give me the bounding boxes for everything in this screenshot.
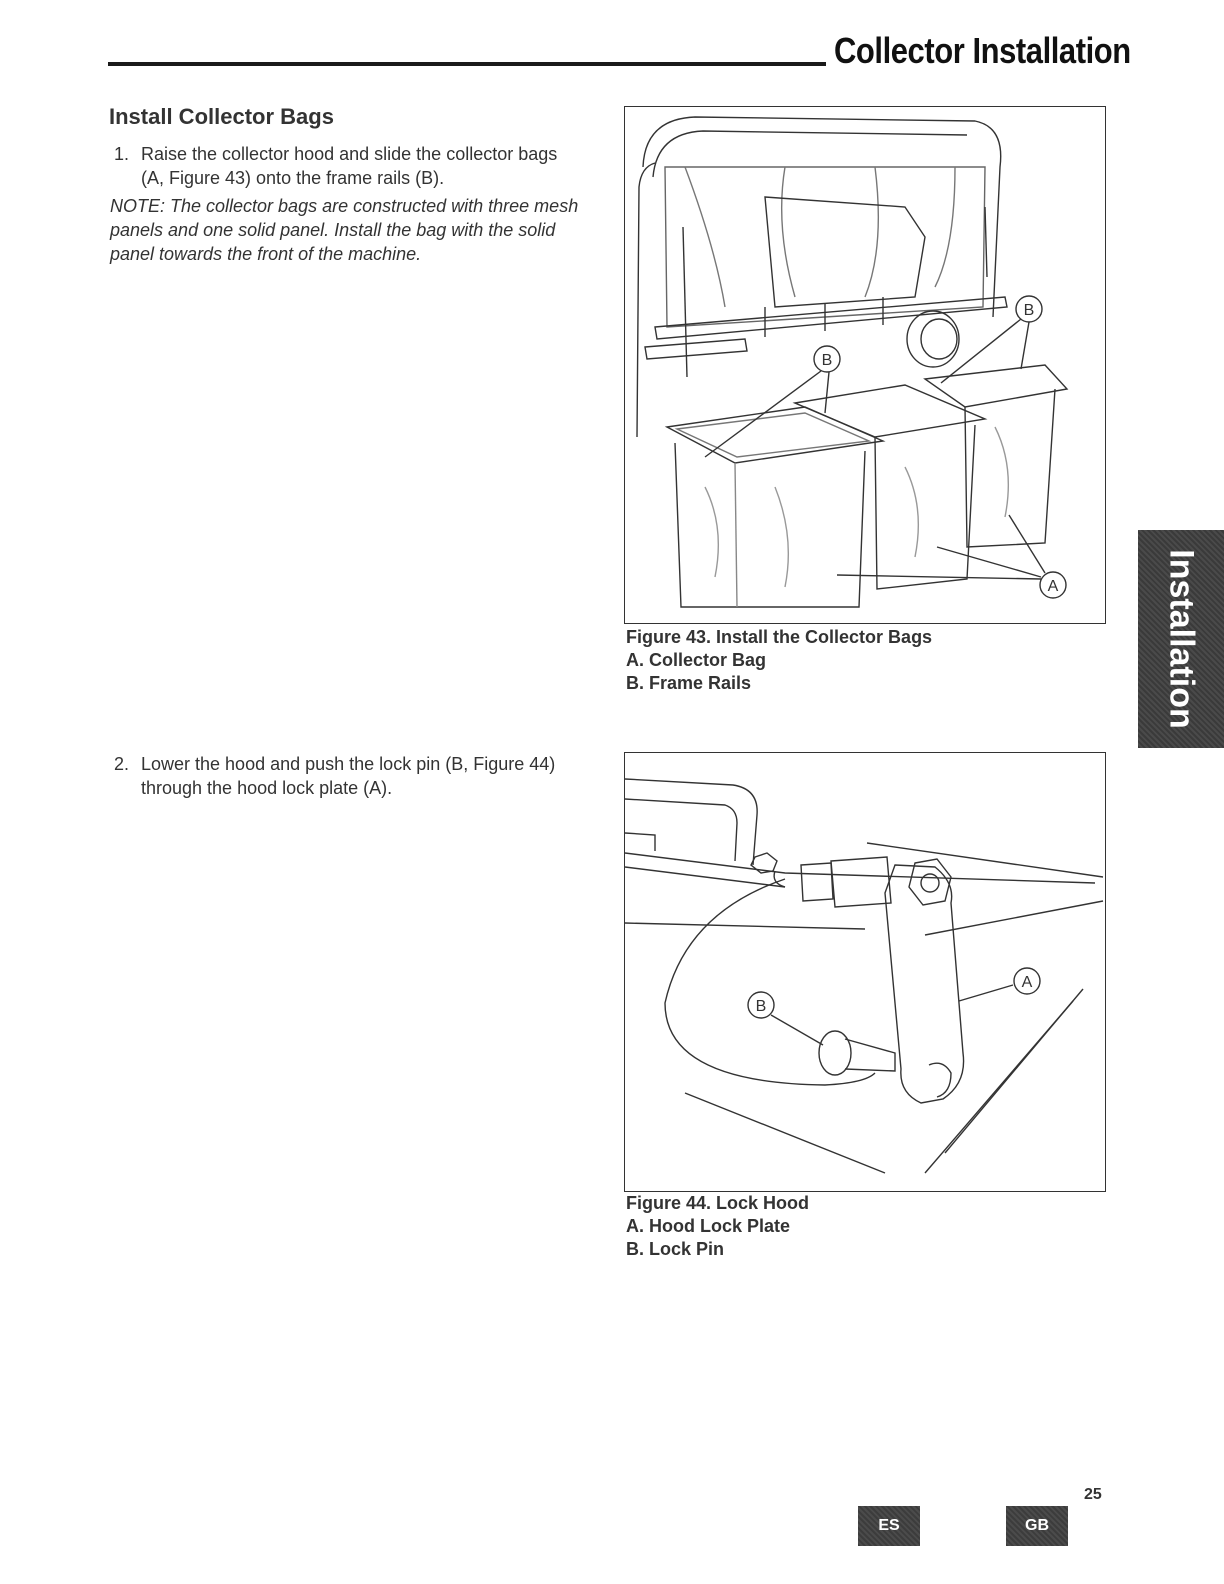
language-badge-es: ES [858, 1506, 920, 1546]
installation-side-tab [1138, 530, 1224, 748]
figure-44-caption [626, 1192, 809, 1261]
side-tab-label: Installation [1162, 549, 1201, 729]
callout-label: B [1023, 302, 1035, 319]
caption-title: Figure 44. Lock Hood [626, 1193, 810, 1213]
callout-label: B [755, 998, 767, 1015]
callout-label: B [821, 352, 833, 369]
step-text: Raise the collector hood and slide the collector bags (A, Figure 43) onto the frame rails (B). [141, 144, 558, 188]
step-number: 2. [114, 754, 130, 774]
caption-title: Figure 43. Install the Collector Bags [626, 627, 933, 647]
figure-43-illustration [624, 106, 1106, 624]
header-rule [108, 62, 826, 66]
page-title: Collector Installation [834, 30, 1131, 71]
step-text: Lower the hood and push the lock pin (B, Figure 44) through the hood lock plate (A). [141, 754, 556, 798]
step-1 [114, 142, 584, 190]
language-badge-gb: GB [1006, 1506, 1068, 1546]
legend-item: A. Collector Bag [626, 650, 767, 670]
note: NOTE: The collector bags are constructed with three mesh panels and one solid panel. Install the bag with the solid panel towards the front of the machine. [110, 196, 579, 264]
legend-item: A. Hood Lock Plate [626, 1216, 791, 1236]
callout-label: A [1047, 578, 1059, 595]
figure-44-illustration [624, 752, 1106, 1192]
page-number: 25 [1084, 1486, 1102, 1503]
step-number: 1. [114, 144, 130, 164]
legend-item: B. Lock Pin [626, 1239, 725, 1259]
legend-item: B. Frame Rails [626, 673, 752, 693]
callout-label: A [1021, 974, 1033, 991]
step-2 [114, 752, 584, 800]
figure-43-caption [626, 626, 932, 695]
section-heading: Install Collector Bags [109, 104, 334, 129]
